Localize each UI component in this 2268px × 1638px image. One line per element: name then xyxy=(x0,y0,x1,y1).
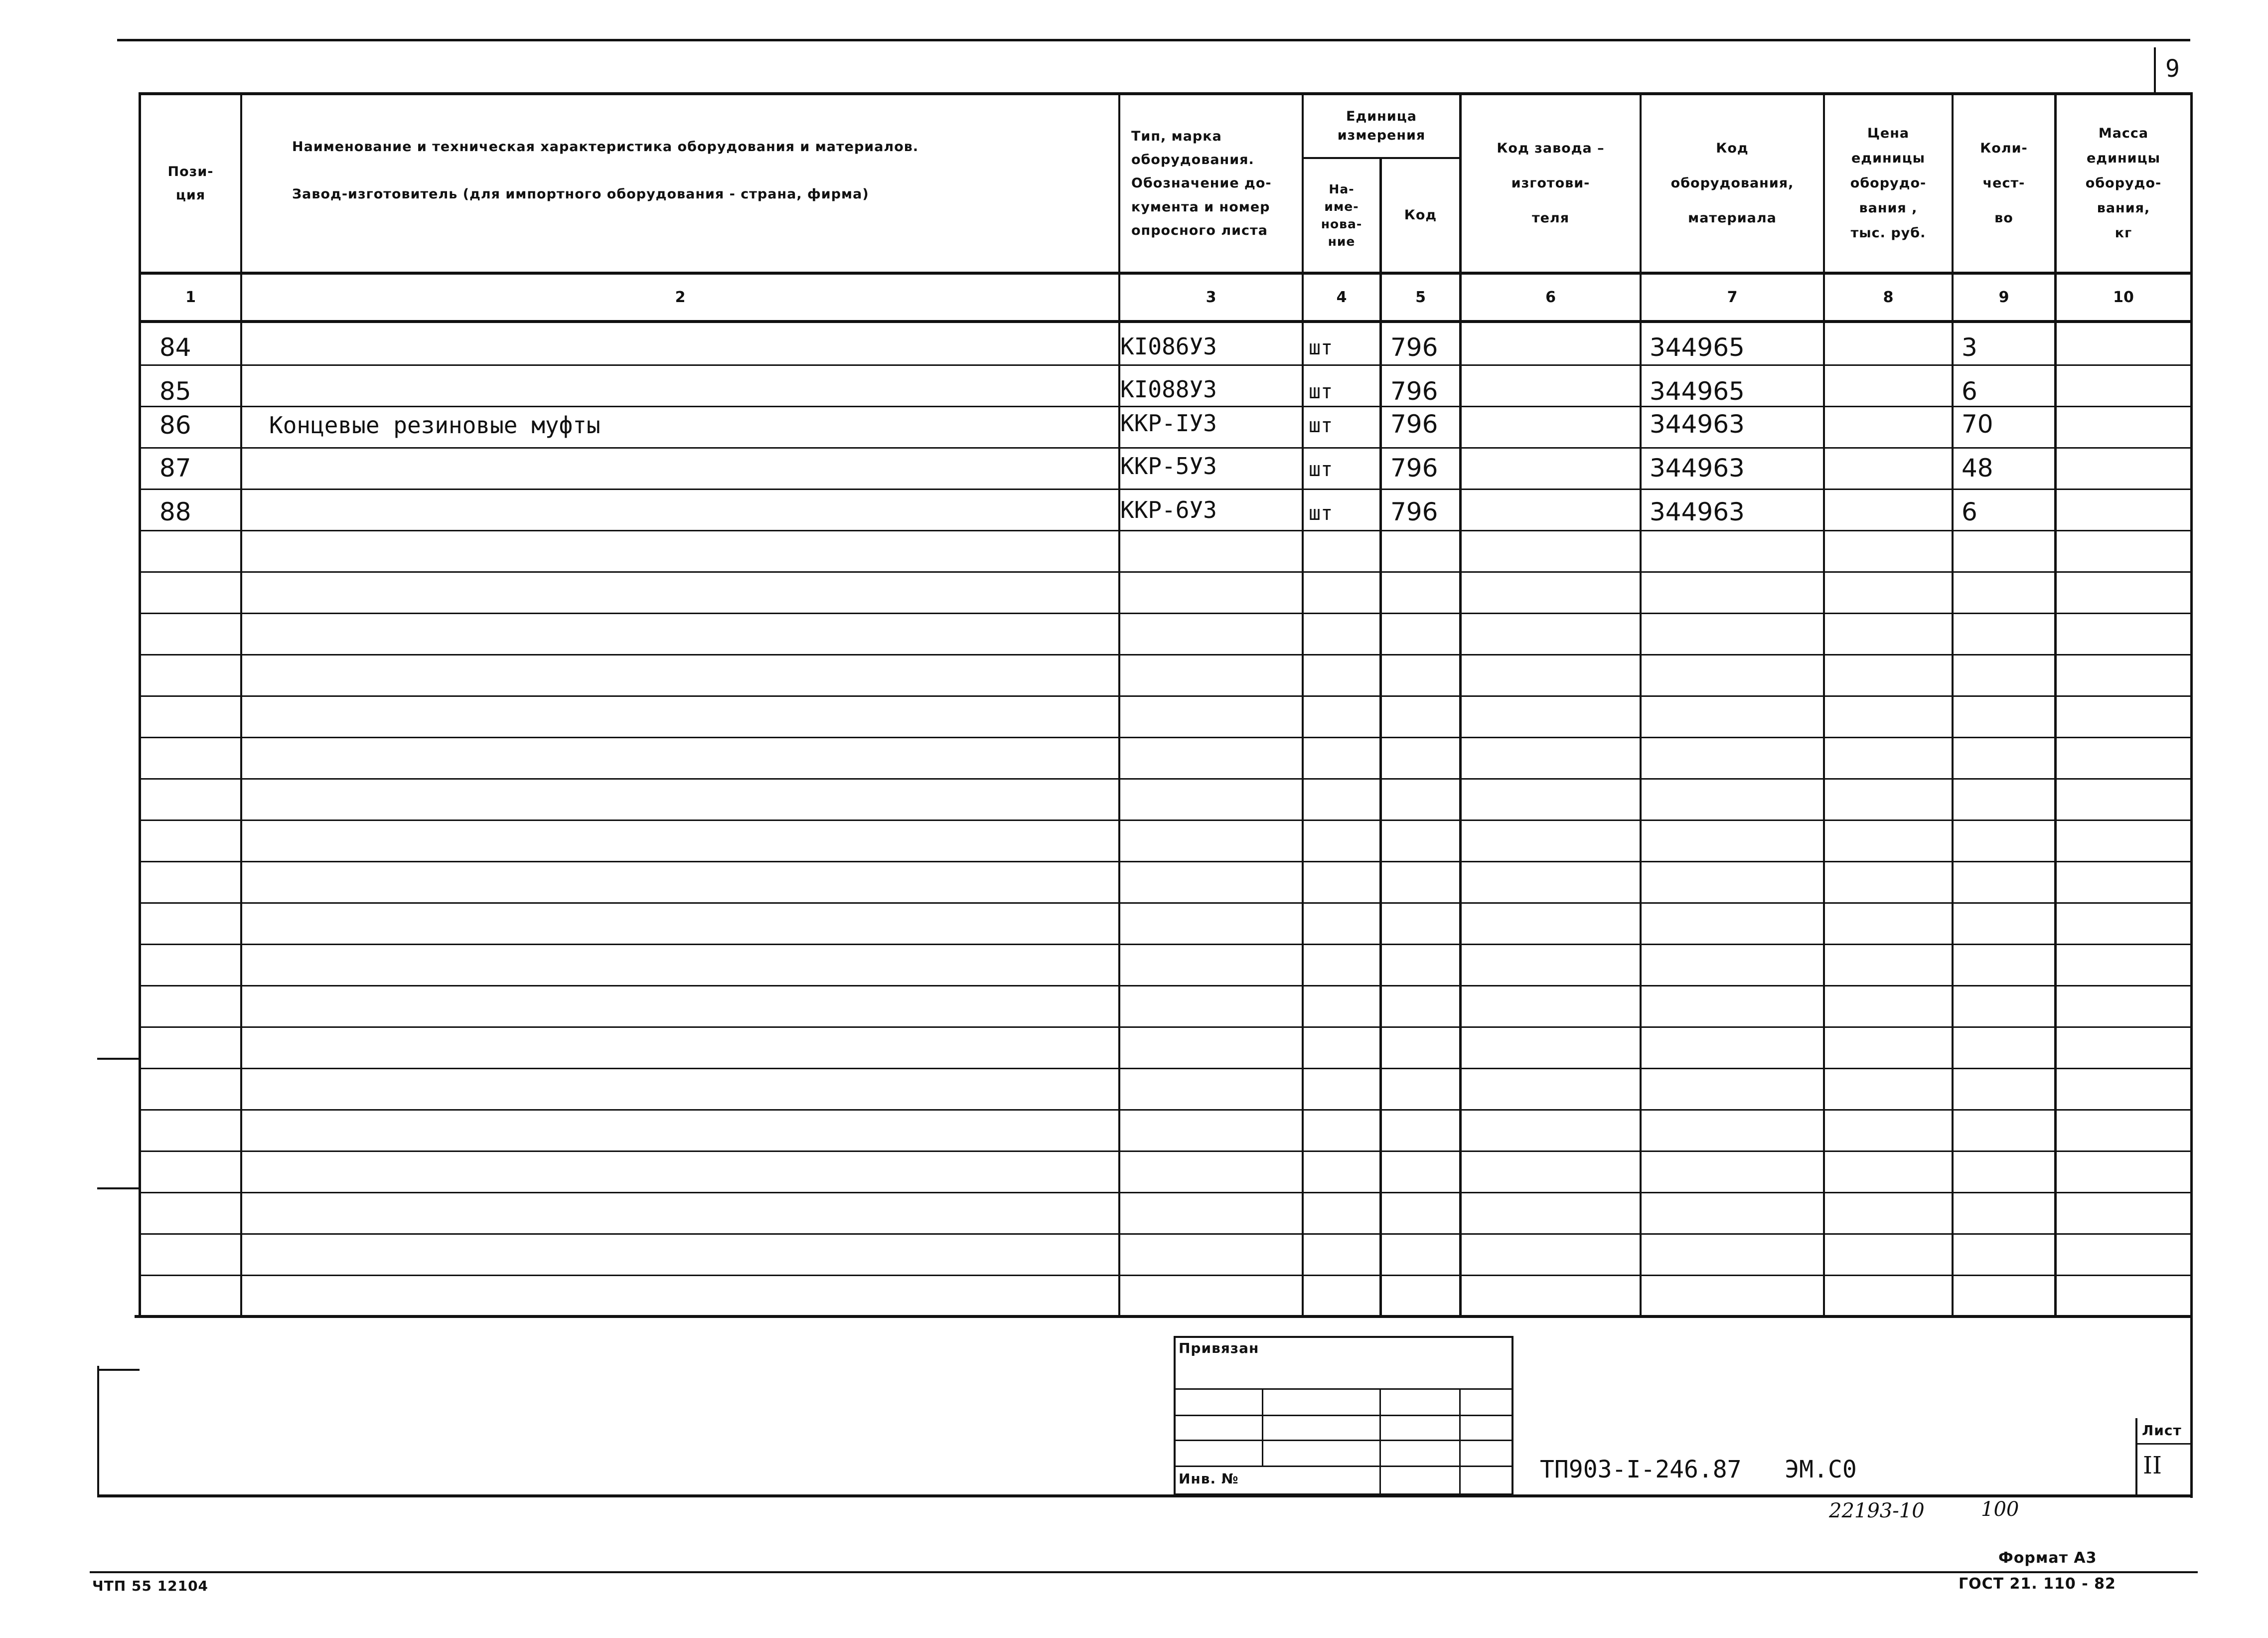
header-maker-code-label: Код завода – изготови- теля xyxy=(1497,140,1605,226)
page-number-bracket xyxy=(2154,47,2156,93)
header-equip-code-label: Код оборудования, материала xyxy=(1670,140,1794,226)
header-mass-label: Масса единицы оборудо- вания, кг xyxy=(2085,126,2162,241)
row-position: 87 xyxy=(159,454,191,483)
row-line xyxy=(139,530,2193,531)
row-unit: шт xyxy=(1309,380,1333,403)
page-number: 9 xyxy=(2165,55,2180,83)
row-type: ККР-5УЗ xyxy=(1120,453,1217,480)
header-name xyxy=(242,95,1118,272)
column-number: 7 xyxy=(1727,289,1738,306)
row-line xyxy=(139,1192,2193,1193)
row-line xyxy=(139,985,2193,986)
row-position: 85 xyxy=(159,377,191,406)
row-line xyxy=(139,1026,2193,1028)
row-line xyxy=(139,1109,2193,1111)
row-line xyxy=(139,737,2193,738)
row-equip-code: 344965 xyxy=(1650,377,1745,406)
stamp-line xyxy=(1174,1415,1513,1416)
header-price-label: Цена единицы оборудо- вания , тыс. руб. xyxy=(1850,126,1927,241)
row-qty: 3 xyxy=(1962,333,1977,362)
header-qty-label: Коли- чест- во xyxy=(1980,140,2028,226)
column-number: 5 xyxy=(1415,289,1426,306)
stamp-line xyxy=(1459,1388,1461,1495)
footer-left-code: ЧТП 55 12104 xyxy=(92,1578,209,1594)
column-number: 6 xyxy=(1545,289,1556,306)
binding-mark xyxy=(97,1058,140,1060)
stamp-line xyxy=(1379,1388,1381,1495)
header-unit-group-label: Единица измерения xyxy=(1337,109,1426,143)
document-code: ТП903-I-246.87 ЭМ.С0 xyxy=(1540,1456,1857,1483)
row-equip-code: 344963 xyxy=(1650,497,1745,526)
row-line xyxy=(139,447,2193,449)
row-unit-code: 796 xyxy=(1390,497,1438,526)
row-line xyxy=(139,654,2193,655)
footer-line xyxy=(90,1571,2198,1573)
row-equip-code: 344963 xyxy=(1650,410,1745,439)
row-position: 86 xyxy=(159,411,191,440)
header-position xyxy=(141,95,240,272)
row-line xyxy=(139,902,2193,904)
row-line xyxy=(139,861,2193,862)
stamp-line xyxy=(1174,1440,1513,1441)
row-line xyxy=(139,1233,2193,1235)
stamp-line xyxy=(1262,1388,1263,1466)
sheet-box-line xyxy=(2135,1418,2137,1495)
row-position: 88 xyxy=(159,497,191,526)
row-line xyxy=(139,1275,2193,1276)
row-line xyxy=(139,406,2193,407)
row-unit: шт xyxy=(1309,502,1333,525)
row-line xyxy=(139,778,2193,780)
row-qty: 48 xyxy=(1962,454,1993,483)
row-qty: 6 xyxy=(1962,497,1977,526)
column-number: 8 xyxy=(1883,289,1894,306)
row-unit: шт xyxy=(1309,414,1333,437)
column-number: 9 xyxy=(1998,289,2009,306)
right-outer-line xyxy=(2190,92,2193,1498)
header-position-label: Пози- ция xyxy=(167,164,214,203)
row-unit: шт xyxy=(1309,458,1333,481)
format-label: Формат А3 xyxy=(1998,1549,2097,1567)
row-unit-code: 796 xyxy=(1390,454,1438,483)
sheet-label: Лист xyxy=(2142,1422,2182,1439)
stamp-line xyxy=(1174,1388,1513,1390)
stamp-inv-label: Инв. № xyxy=(1179,1471,1239,1487)
handwritten-number: 100 xyxy=(1981,1498,2019,1521)
header-unit-name-label: На- име- нова- ние xyxy=(1321,182,1362,249)
gost-label: ГОСТ 21. 110 - 82 xyxy=(1959,1575,2116,1593)
row-name: Концевые резиновые муфты xyxy=(269,412,601,439)
row-line xyxy=(139,819,2193,821)
row-type: ККР-6УЗ xyxy=(1120,496,1217,523)
row-line xyxy=(139,944,2193,945)
row-position: 84 xyxy=(159,333,191,362)
row-type: КI086УЗ xyxy=(1120,333,1217,360)
frame-bottom-line xyxy=(97,1494,2193,1497)
handwritten-number: 22193-10 xyxy=(1829,1499,1925,1522)
header-maker-code xyxy=(1462,95,1640,272)
header-price xyxy=(1825,95,1952,272)
header-qty xyxy=(1954,95,2054,272)
header-unit-code xyxy=(1382,159,1459,272)
table-bottom-line xyxy=(135,1315,2193,1318)
header-type xyxy=(1120,95,1302,272)
column-number: 3 xyxy=(1206,289,1216,306)
header-equip-code xyxy=(1642,95,1823,272)
row-unit-code: 796 xyxy=(1390,377,1438,406)
header-name-label: Наименование и техническая характеристика оборудования и материалов. Завод-изготовитель (для импортного оборудования - страна, фирма) xyxy=(292,139,919,202)
top-border-line xyxy=(117,39,2190,41)
stamp-bound-label: Привязан xyxy=(1179,1340,1259,1356)
column-number: 4 xyxy=(1336,289,1347,306)
frame-left-line xyxy=(97,1366,99,1496)
column-number: 10 xyxy=(2113,289,2134,306)
row-qty: 70 xyxy=(1962,410,1993,439)
row-line xyxy=(139,489,2193,490)
row-qty: 6 xyxy=(1962,377,1977,406)
row-line xyxy=(139,364,2193,366)
row-line xyxy=(139,1068,2193,1069)
binding-mark xyxy=(97,1369,140,1371)
numbers-bottom-line xyxy=(139,320,2193,323)
row-equip-code: 344963 xyxy=(1650,454,1745,483)
header-unit-code-label: Код xyxy=(1404,207,1437,223)
sheet-box-line xyxy=(2135,1443,2191,1445)
row-equip-code: 344965 xyxy=(1650,333,1745,362)
sheet-number: II xyxy=(2143,1452,2162,1479)
binding-mark xyxy=(97,1187,140,1189)
row-unit-code: 796 xyxy=(1390,333,1438,362)
row-line xyxy=(139,613,2193,614)
row-line xyxy=(139,571,2193,573)
row-line xyxy=(139,695,2193,697)
row-line xyxy=(139,1150,2193,1152)
row-unit-code: 796 xyxy=(1390,410,1438,439)
column-number: 2 xyxy=(675,289,686,306)
header-unit-name xyxy=(1304,159,1379,272)
stamp-line xyxy=(1174,1466,1513,1467)
header-type-label: Тип, марка оборудования. Обозначение до- кумента и номер опросного листа xyxy=(1131,128,1272,238)
row-unit: шт xyxy=(1309,336,1333,359)
header-unit-group xyxy=(1304,95,1459,157)
row-type: ККР-IУЗ xyxy=(1120,410,1217,437)
column-number: 1 xyxy=(185,289,196,306)
header-mass xyxy=(2057,95,2190,272)
row-type: КI088УЗ xyxy=(1120,376,1217,403)
